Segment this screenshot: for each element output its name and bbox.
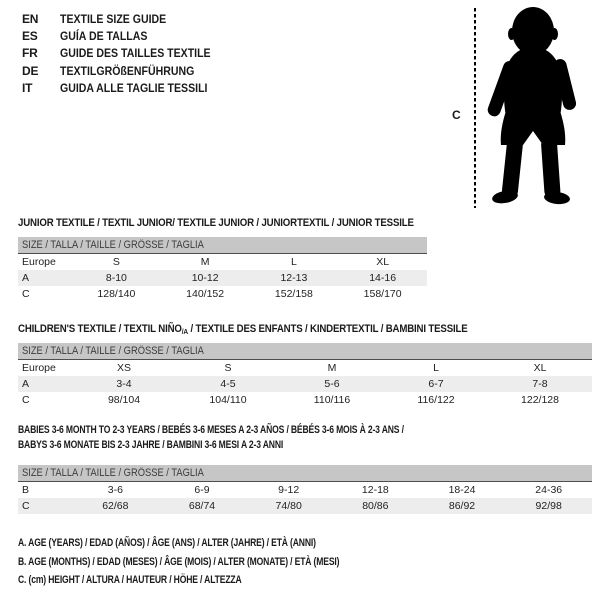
cell-value: 18-24 xyxy=(448,484,476,496)
column-header: L xyxy=(433,362,439,374)
cell-value: 128/140 xyxy=(97,288,136,300)
babies-heading-line1: BABIES 3-6 MONTH TO 2-3 YEARS / BEBÉS 3-6 MESES A 2-3 AÑOS / BÉBÉS 3-6 MOIS À 2-3 ANS / xyxy=(18,424,404,436)
size-header-bar xyxy=(18,343,592,360)
column-header: M xyxy=(327,362,337,374)
cell-value: 104/110 xyxy=(209,394,247,406)
cell-value: 152/158 xyxy=(274,288,313,300)
junior-heading-text: JUNIOR TEXTILE / TEXTIL JUNIOR/ TEXTILE JUNIOR / JUNIORTEXTIL / JUNIOR TESSILE xyxy=(18,217,414,229)
note-c xyxy=(18,571,430,590)
children-size-table xyxy=(18,343,592,408)
children-heading-post: / TEXTILE DES ENFANTS / KINDERTEXTIL / BAMBINI TESSILE xyxy=(188,323,468,335)
legend-notes xyxy=(18,534,430,590)
column-header: XS xyxy=(116,362,131,374)
cell-value: 98/104 xyxy=(107,394,141,406)
cell-value: 92/98 xyxy=(535,500,562,512)
table-row-height xyxy=(18,392,592,408)
note-a xyxy=(18,534,430,553)
language-title: GUIDE DES TAILLES TEXTILE xyxy=(60,46,211,61)
cell-value: 122/128 xyxy=(521,394,559,406)
cell-value: 116/122 xyxy=(417,394,455,406)
table-row-age xyxy=(18,376,592,392)
baby-silhouette-image xyxy=(483,5,583,207)
language-title: TEXTILE SIZE GUIDE xyxy=(60,11,167,26)
cell-value: 6-7 xyxy=(428,378,444,390)
row-label: C xyxy=(22,394,30,406)
language-code: ES xyxy=(22,29,38,44)
table-row-age xyxy=(18,270,427,286)
cell-value: 140/152 xyxy=(186,288,225,300)
language-title: TEXTILGRÖßENFÜHRUNG xyxy=(60,63,195,78)
language-list xyxy=(22,10,231,97)
cell-value: 12-13 xyxy=(280,272,308,284)
table-row-age-months xyxy=(18,482,592,498)
language-code: IT xyxy=(22,81,33,96)
babies-size-table xyxy=(18,465,592,514)
cell-value: 68/74 xyxy=(188,500,216,512)
column-header: M xyxy=(200,256,210,268)
table-header-row xyxy=(18,360,592,376)
column-header: S xyxy=(224,362,232,374)
table-header-row xyxy=(18,254,427,270)
children-heading-subscript: /A xyxy=(181,327,189,336)
note-b xyxy=(18,553,430,572)
column-header: Europe xyxy=(22,362,56,374)
junior-section-heading xyxy=(18,216,468,231)
language-row-fr xyxy=(22,45,231,62)
language-title: GUIDA ALLE TAGLIE TESSILI xyxy=(60,81,208,96)
table-row-height xyxy=(18,498,592,514)
babies-section-heading xyxy=(18,423,513,453)
cell-value: 14-16 xyxy=(369,272,397,284)
cell-value: 5-6 xyxy=(324,378,340,390)
language-code: EN xyxy=(22,11,39,26)
column-header: S xyxy=(112,256,120,268)
cell-value: 7-8 xyxy=(532,378,548,390)
cell-value: 9-12 xyxy=(278,484,300,496)
row-label: C xyxy=(22,288,30,300)
cell-value: 6-9 xyxy=(194,484,210,496)
size-header-bar xyxy=(18,237,427,254)
cell-value: 62/68 xyxy=(102,500,129,512)
children-heading-pre: CHILDREN'S TEXTILE / TEXTIL NIÑO xyxy=(18,323,182,335)
children-heading-text xyxy=(18,322,468,339)
language-row-en xyxy=(22,10,231,27)
size-bar-label: SIZE / TALLA / TAILLE / GRÖSSE / TAGLIA xyxy=(22,345,204,357)
height-measure-dotted-line xyxy=(474,8,476,208)
cell-value: 86/92 xyxy=(448,500,476,512)
cell-value: 110/116 xyxy=(313,394,351,406)
note-c-text: C. (cm) HEIGHT / ALTURA / HAUTEUR / HÖHE / ALTEZZA xyxy=(18,574,242,586)
row-label: B xyxy=(22,484,30,496)
note-b-text: B. AGE (MONTHS) / EDAD (MESES) / ÂGE (MOIS) / ALTER (MONATE) / ETÀ (MESI) xyxy=(18,555,340,568)
children-section-heading xyxy=(18,322,529,339)
size-bar-label: SIZE / TALLA / TAILLE / GRÖSSE / TAGLIA xyxy=(22,467,204,479)
language-code: FR xyxy=(22,46,38,61)
language-title: GUÍA DE TALLAS xyxy=(60,29,148,44)
size-header-bar xyxy=(18,465,592,482)
row-label: A xyxy=(22,272,30,284)
cell-value: 74/80 xyxy=(275,500,302,512)
cell-value: 10-12 xyxy=(191,272,219,284)
cell-value: 12-18 xyxy=(361,484,389,496)
cell-value: 3-4 xyxy=(116,378,132,390)
row-label: A xyxy=(22,378,30,390)
table-row-height xyxy=(18,286,427,302)
column-header: XL xyxy=(376,256,390,268)
note-a-text: A. AGE (YEARS) / EDAD (AÑOS) / ÂGE (ANS) / ALTER (JAHRE) / ETÀ (ANNI) xyxy=(18,537,316,549)
size-bar-label: SIZE / TALLA / TAILLE / GRÖSSE / TAGLIA xyxy=(22,239,204,251)
babies-heading-line2: BABYS 3-6 MONATE BIS 2-3 JAHRE / BAMBINI 3-6 MESI A 2-3 ANNI xyxy=(18,439,284,451)
cell-value: 80/86 xyxy=(362,500,389,512)
language-code: DE xyxy=(22,63,39,78)
cell-value: 4-5 xyxy=(220,378,236,390)
column-header: XL xyxy=(533,362,547,374)
cell-value: 158/170 xyxy=(363,288,402,300)
language-row-de xyxy=(22,62,231,79)
row-label: C xyxy=(22,500,30,512)
cell-value: 3-6 xyxy=(107,484,123,496)
cell-value: 24-36 xyxy=(535,484,563,496)
language-row-it xyxy=(22,80,231,97)
column-header: L xyxy=(290,256,297,268)
language-row-es xyxy=(22,27,231,44)
junior-size-table xyxy=(18,237,427,302)
cell-value: 8-10 xyxy=(105,272,127,284)
height-measure-label: C xyxy=(452,108,461,122)
column-header: Europe xyxy=(22,256,56,268)
